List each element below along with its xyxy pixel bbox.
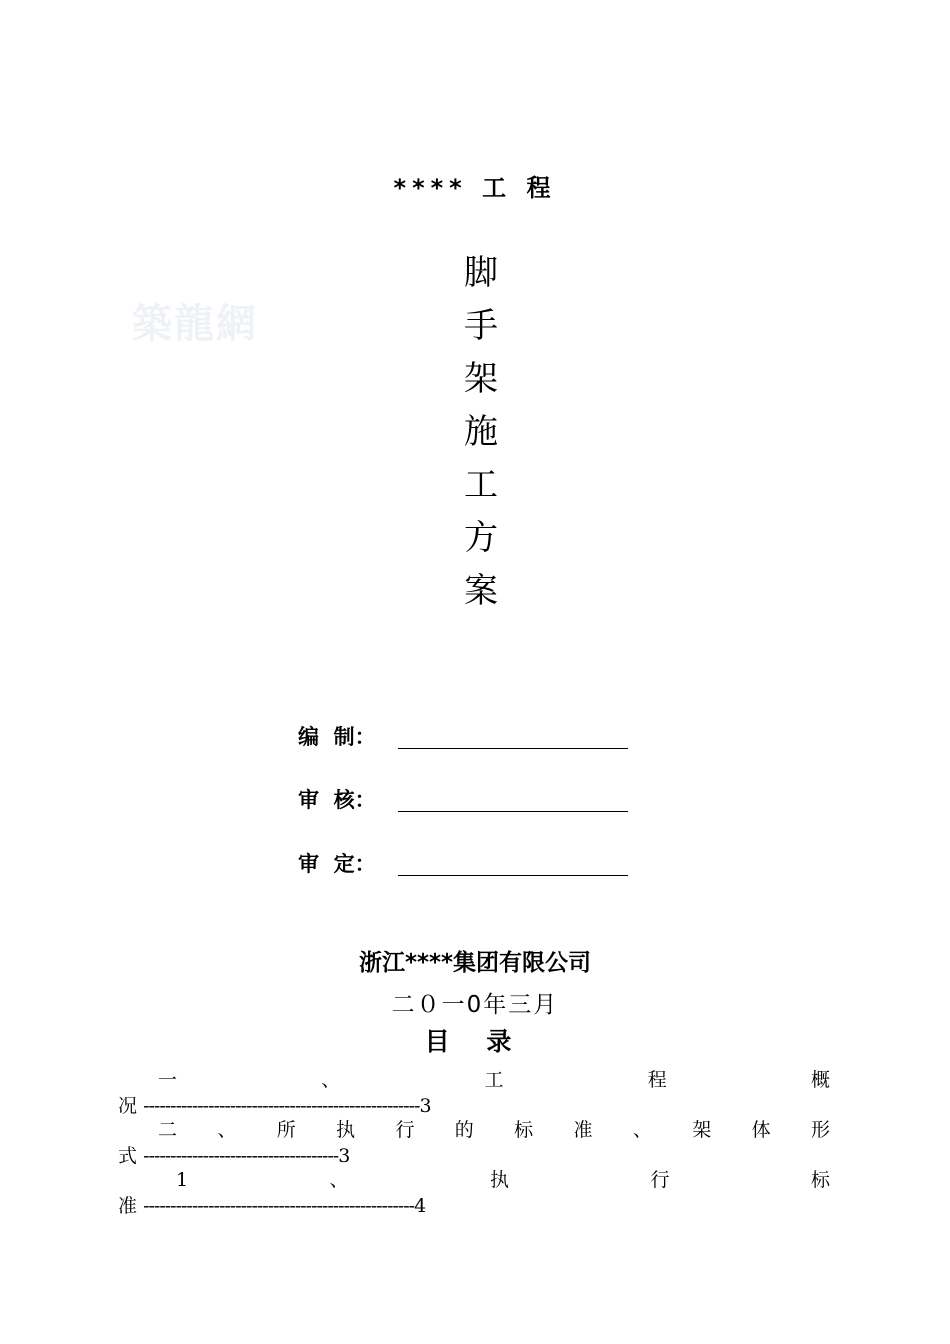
title-char: 架: [464, 359, 498, 399]
toc-entry-leader: [118, 1143, 830, 1169]
toc-char: 标: [514, 1119, 534, 1141]
title-char: 手: [464, 306, 498, 346]
toc-dashes: ------------------------------------: [143, 1145, 339, 1167]
toc-char: 式: [118, 1145, 138, 1167]
toc-char: 二: [158, 1119, 178, 1141]
toc-char: 准: [573, 1119, 593, 1141]
vertical-document-title: [455, 247, 507, 618]
toc-page-number: 3: [338, 1145, 351, 1167]
toc-entry-leader: [118, 1193, 830, 1219]
toc-char: 准: [118, 1195, 138, 1217]
toc-char: 的: [454, 1119, 474, 1141]
toc-entry-heading: [118, 1167, 830, 1193]
toc-title: 目 录: [424, 1027, 526, 1056]
signature-row-compiled: [298, 721, 628, 751]
signature-row-reviewed: [298, 784, 628, 814]
toc-char: 一: [158, 1069, 178, 1091]
toc-char: 工: [484, 1069, 504, 1091]
project-title: **** 工 程: [393, 174, 557, 202]
toc-char: 、: [329, 1169, 349, 1191]
toc-entry[interactable]: [118, 1167, 830, 1219]
toc-char: 行: [395, 1119, 415, 1141]
toc-char: 1: [176, 1169, 189, 1191]
title-char: 工: [464, 465, 498, 505]
signature-label: 审 核：: [298, 788, 376, 812]
toc-char: 体: [751, 1119, 771, 1141]
document-date: 二０一0年三月: [391, 992, 559, 1018]
toc-entry-heading: [118, 1117, 830, 1143]
signature-line: [398, 851, 628, 876]
toc-entry-heading: [118, 1067, 830, 1093]
toc-char: 况: [118, 1095, 138, 1117]
title-char: 脚: [464, 253, 498, 293]
toc-char: 、: [632, 1119, 652, 1141]
toc-entry-leader: [118, 1093, 830, 1119]
toc-char: 标: [810, 1169, 830, 1191]
toc-char: 、: [217, 1119, 237, 1141]
title-char: 方: [464, 518, 498, 558]
toc-char: 架: [692, 1119, 712, 1141]
toc-char: 执: [490, 1169, 510, 1191]
title-char: 施: [464, 412, 498, 452]
toc-page-number: 3: [419, 1095, 432, 1117]
signature-line: [398, 724, 628, 749]
signature-row-approved: [298, 848, 628, 878]
toc-char: 程: [647, 1069, 667, 1091]
signature-label: 编 制：: [298, 725, 376, 749]
toc-dashes: --------------------------------------------------: [143, 1195, 415, 1217]
toc-char: 执: [336, 1119, 356, 1141]
toc-char: 、: [321, 1069, 341, 1091]
signature-label: 审 定：: [298, 852, 376, 876]
toc-char: 所: [276, 1119, 296, 1141]
toc-char: 形: [810, 1119, 830, 1141]
toc-dashes: ---------------------------------------------------: [143, 1095, 420, 1117]
toc-char: 行: [650, 1169, 670, 1191]
title-char: 案: [464, 571, 498, 611]
toc-entry[interactable]: [118, 1067, 830, 1119]
company-name: 浙江****集团有限公司: [358, 950, 592, 976]
toc-char: 概: [810, 1069, 830, 1091]
toc-page-number: 4: [414, 1195, 427, 1217]
signature-line: [398, 787, 628, 812]
toc-entry[interactable]: [118, 1117, 830, 1169]
watermark-logo: 築龍網: [132, 300, 258, 347]
